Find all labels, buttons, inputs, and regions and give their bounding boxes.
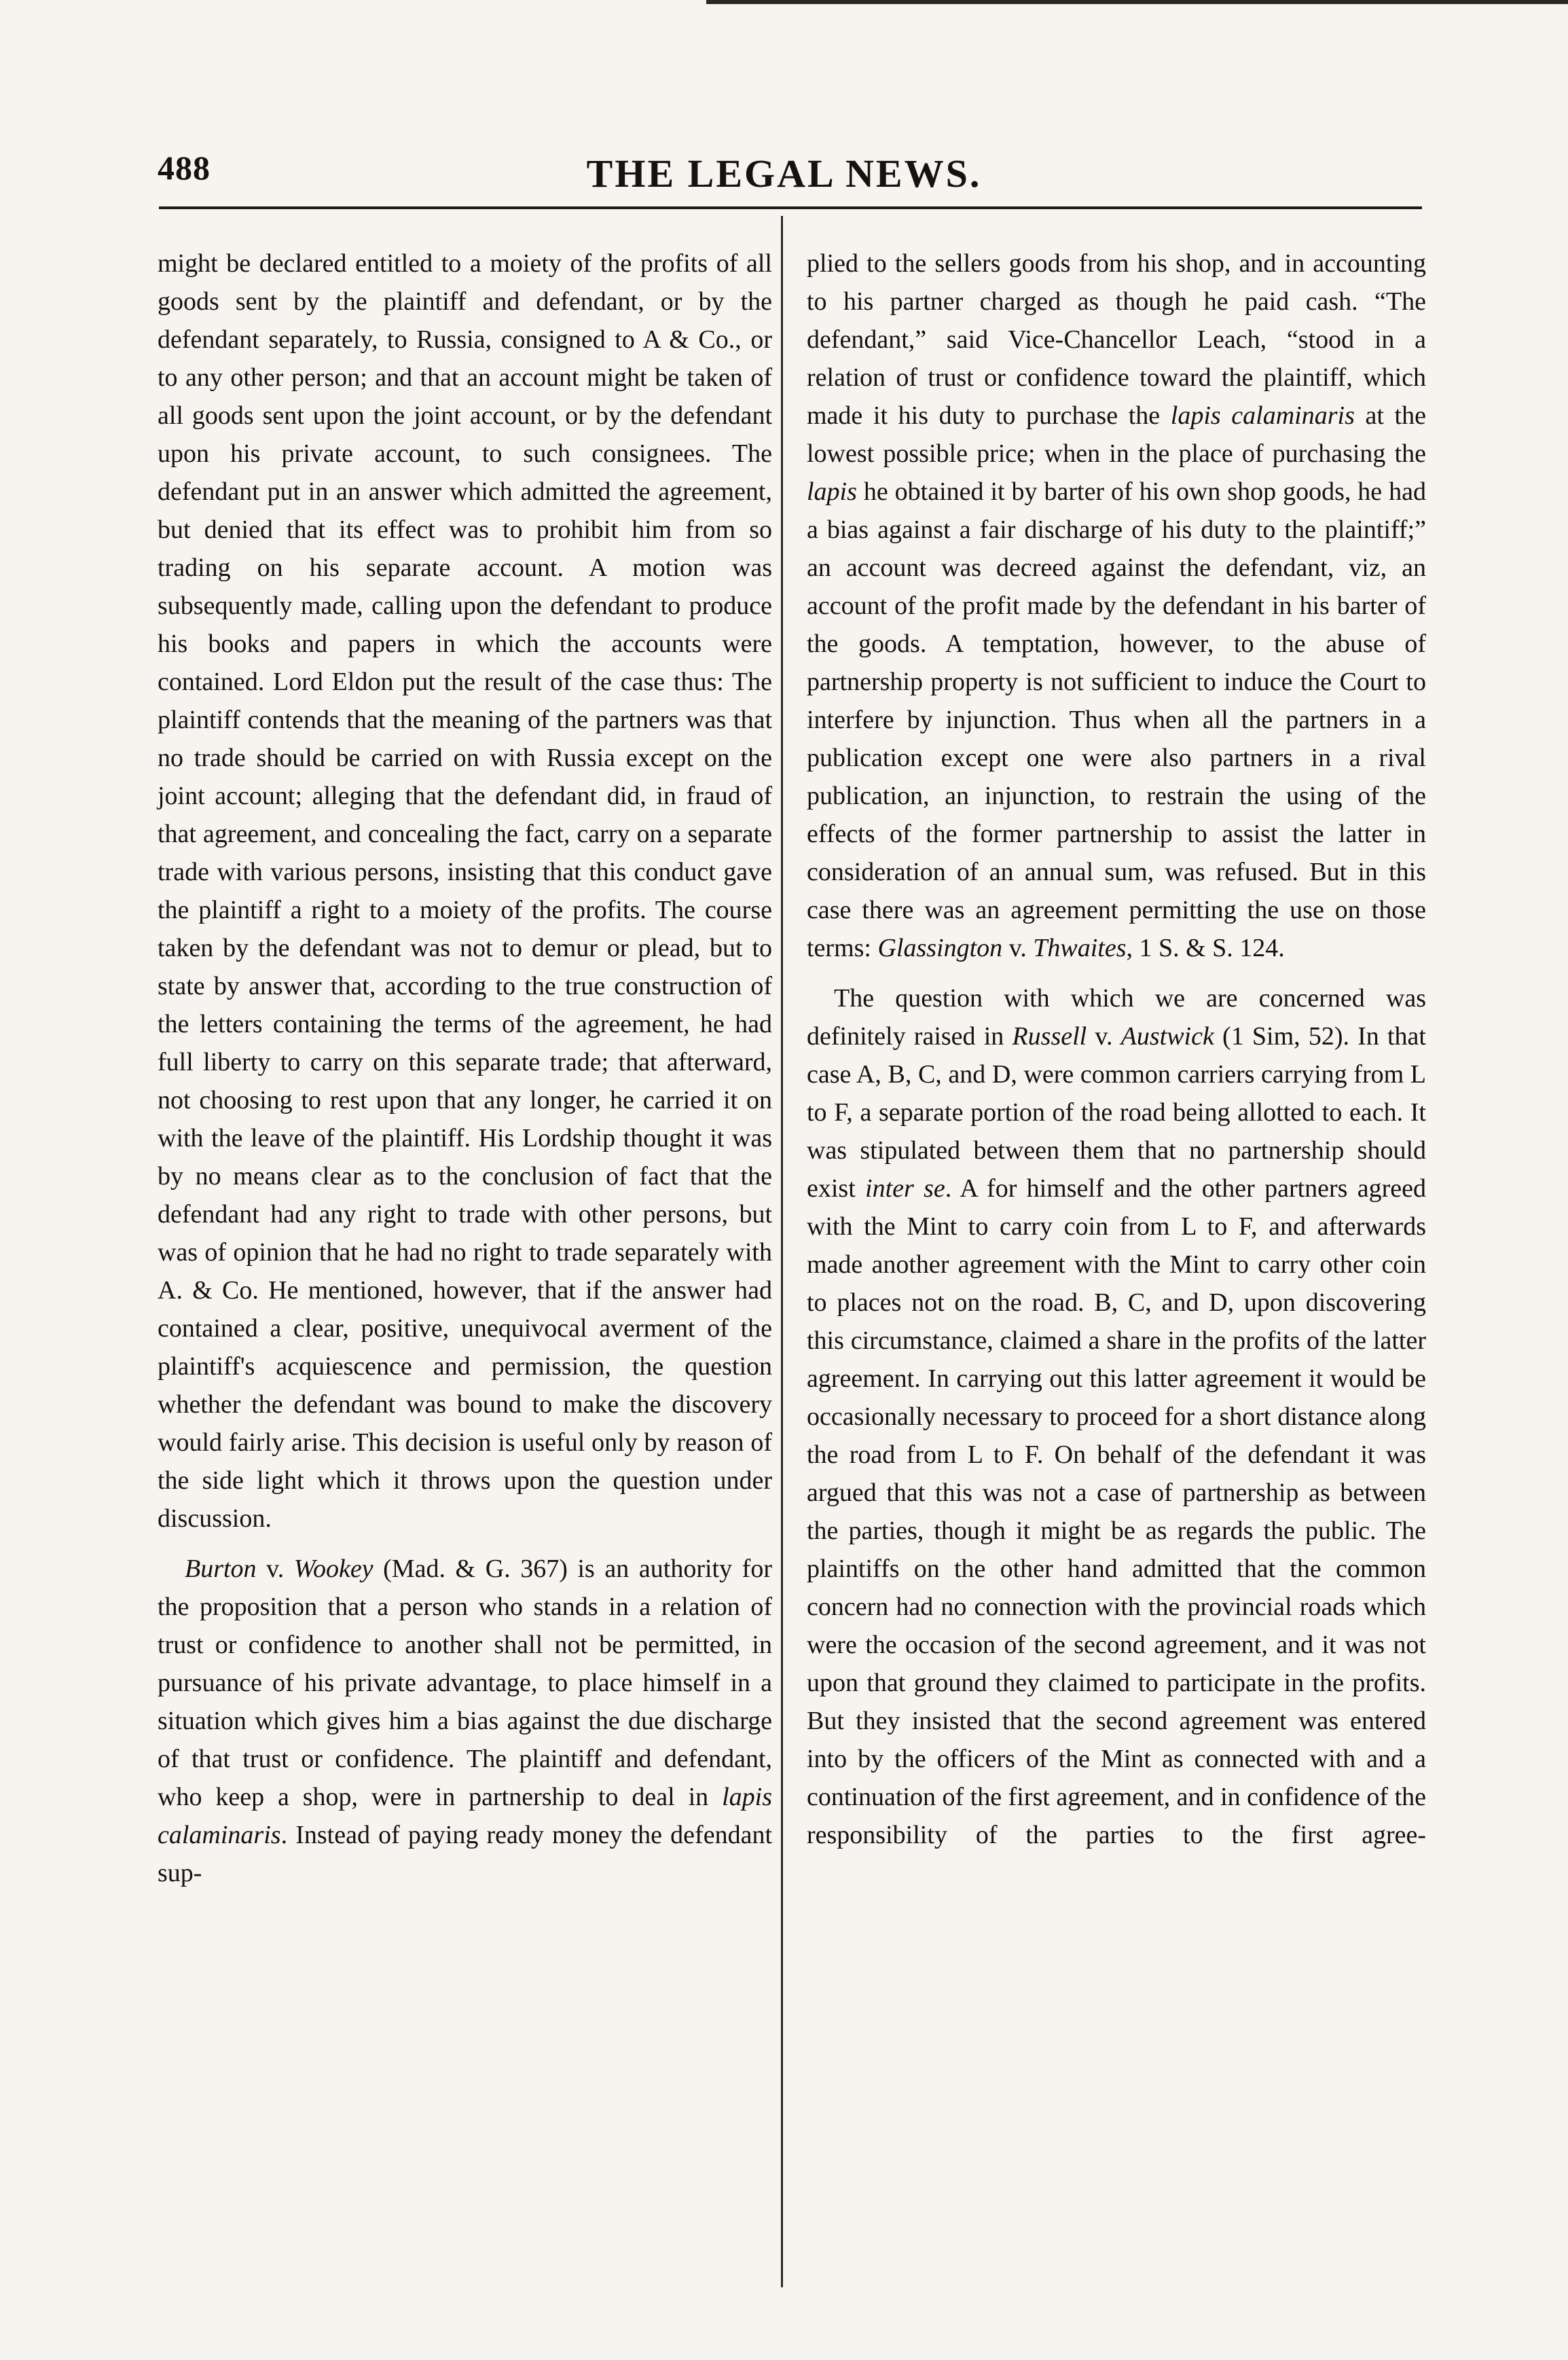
- case-name-burton: Burton: [185, 1555, 257, 1583]
- header-rule: [159, 206, 1422, 209]
- case-name-austwick: Austwick: [1120, 1022, 1214, 1051]
- versus: v.: [256, 1555, 294, 1583]
- term-inter-se: inter se: [865, 1174, 945, 1203]
- right-p1-text-b: at the lowest possible price; when in the place of purchasing the: [807, 401, 1426, 468]
- right-p2-text-b: (1 Sim, 52). In that case A, B, C, and D, were common carriers carrying from L to F, a separate portion of the road being allotted to each. It was stipulated between them that no partnership should exist: [807, 1022, 1426, 1203]
- right-p1-text-c: he obtained it by barter of his own shop goods, he had a bias against a fair discharge of his duty to the plaintiff;” an account was decreed against the defendant, viz, an account of the profit made by the defendant in his barter of the goods. A temptation, however, to the abuse of partnership property is not sufficient to induce the Court to interfere by injunction. Thus when all the partners in a publication except one were also partners in a rival publication, an injunction, to restrain the using of the effects of the former partnership to assist the latter in consideration of an annual sum, was refused. But in this case there was an agreement permitting the use on those terms:: [807, 477, 1426, 962]
- term-lapis-2: lapis: [807, 477, 857, 506]
- left-column: [158, 244, 772, 1892]
- right-p2-text-a: The question with which we are concerned was definitely raised in: [807, 984, 1426, 1051]
- left-p2-text-b: . Instead of paying ready money the defendant sup-: [158, 1821, 772, 1887]
- case-name-glassington: Glassington: [877, 934, 1003, 962]
- column-divider: [781, 216, 783, 2287]
- left-paragraph-1: [158, 244, 772, 1538]
- right-paragraph-2: [807, 979, 1426, 1854]
- right-p1-text-d: , 1 S. & S. 124.: [1126, 934, 1285, 962]
- journal-title: THE LEGAL NEWS.: [586, 151, 982, 196]
- left-p2-text-a: (Mad. & G. 367) is an authority for the proposition that a person who stands in a relation of trust or confidence to another shall not be permitted, in pursuance of his private advantage, to place himself in a situation which gives him a bias against the due discharge of that trust or confidence. The plaintiff and defendant, who keep a shop, were in partnership to deal in: [158, 1555, 772, 1811]
- versus: v.: [1002, 934, 1034, 962]
- page-top-edge: [706, 0, 1568, 4]
- case-name-wookey: Wookey: [293, 1555, 373, 1583]
- page-number: 488: [158, 149, 211, 187]
- right-column: [807, 244, 1426, 1854]
- term-lapis-1: lapis calaminaris: [1170, 401, 1355, 430]
- case-name-thwaites: Thwaites: [1033, 934, 1127, 962]
- right-p1-text-a: plied to the sellers goods from his shop, and in accounting to his partner charged as though he paid cash. “The defendant,” said Vice-Chancellor Leach, “stood in a relation of trust or confidence toward the plaintiff, which made it his duty to purchase the: [807, 249, 1426, 430]
- versus: v.: [1087, 1022, 1121, 1051]
- left-paragraph-2: [158, 1550, 772, 1892]
- case-name-russell: Russell: [1012, 1022, 1087, 1051]
- right-p2-text-c: . A for himself and the other partners agreed with the Mint to carry coin from L to F, and afterwards made another agreement with the Mint to carry other coin to places not on the road. B, C, and D, upon discovering this circumstance, claimed a share in the profits of the latter agreement. In carrying out this latter agreement it would be occasionally necessary to proceed for a short distance along the road from L to F. On behalf of the defendant it was argued that this was not a case of partnership as between the parties, though it might be as regards the public. The plaintiffs on the other hand admitted that the common concern had no connection with the provincial roads which were the occasion of the second agreement, and it was not upon that ground they claimed to participate in the profits. But they insisted that the second agreement was entered into by the officers of the Mint as connected with and a continuation of the first agreement, and in confidence of the responsibility of the parties to the first agree-: [807, 1174, 1426, 1849]
- right-paragraph-1: [807, 244, 1426, 967]
- term-lapis: lapis calaminaris: [158, 1783, 772, 1849]
- left-p1-text: might be declared entitled to a moiety of the profits of all goods sent by the plaintiff and defendant, or by the defendant separately, to Russia, consigned to A & Co., or to any other person; and that an account might be taken of all goods sent upon the joint account, or by the defendant upon his private account, to such consignees. The defendant put in an answer which admitted the agreement, but denied that its effect was to prohibit him from so trading on his separate account. A motion was subsequently made, calling upon the defendant to produce his books and papers in which the accounts were contained. Lord Eldon put the result of the case thus: The plaintiff contends that the meaning of the partners was that no trade should be carried on with Russia except on the joint account; alleging that the defendant did, in fraud of that agreement, and concealing the fact, carry on a separate trade with various persons, insisting that this conduct gave the plaintiff a right to a moiety of the profits. The course taken by the defendant was not to demur or plead, but to state by answer that, according to the true construction of the letters containing the terms of the agreement, he had full liberty to carry on this separate trade; that afterward, not choosing to rest upon that any longer, he carried it on with the leave of the plaintiff. His Lordship thought it was by no means clear as to the conclusion of fact that the defendant had any right to trade with other persons, but was of opinion that he had no right to trade separately with A. & Co. He mentioned, however, that if the answer had contained a clear, positive, unequivocal averment of the plaintiff's acquiescence and permission, the question whether the defendant was bound to make the discovery would fairly arise. This decision is useful only by reason of the side light which it throws upon the question under discussion.: [158, 249, 772, 1533]
